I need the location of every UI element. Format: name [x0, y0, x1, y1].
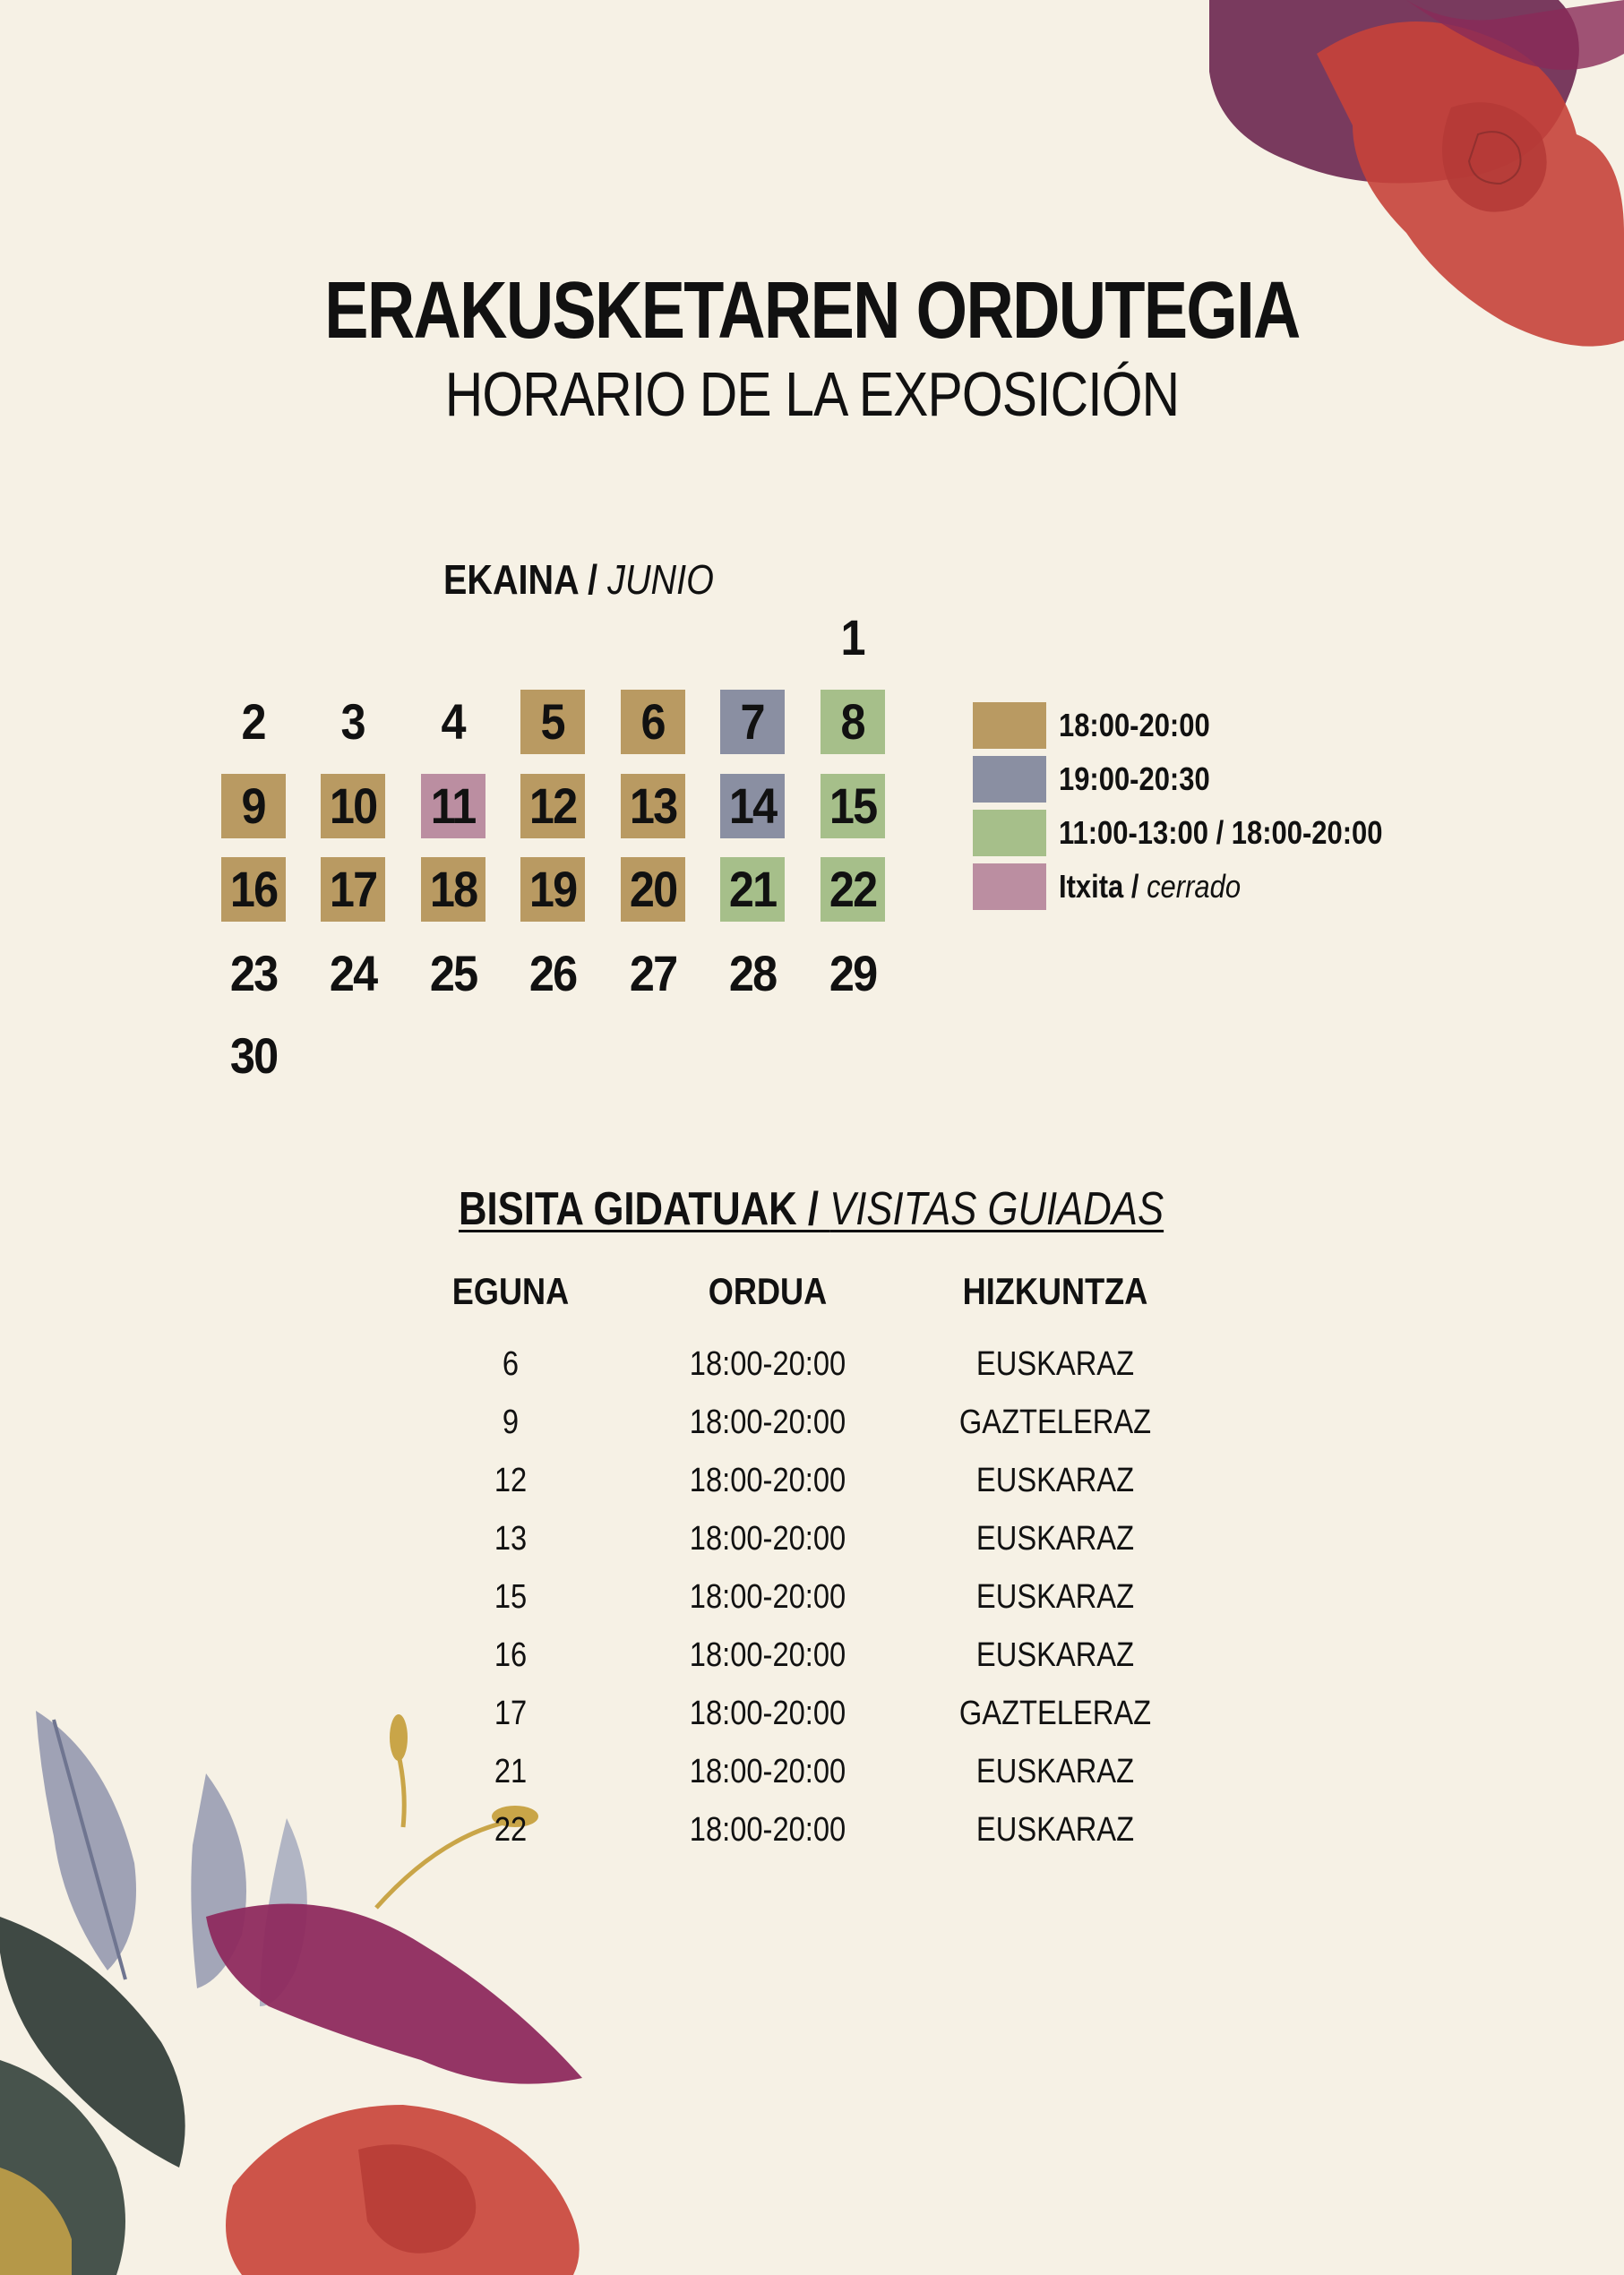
tour-time-cell: 18:00-20:00	[689, 1636, 846, 1674]
guided-tours-title-es: VISITAS GUIADAS	[829, 1183, 1164, 1235]
page-subtitle: HORARIO DE LA EXPOSICIÓN	[444, 359, 1180, 429]
calendar-day: 13	[621, 774, 685, 838]
header-language: HIZKUNTZA	[962, 1270, 1148, 1312]
tour-time-cell: 18:00-20:00	[689, 1462, 846, 1499]
calendar-month-label	[443, 555, 714, 604]
tour-language-cell: EUSKARAZ	[975, 1811, 1135, 1849]
tour-language-cell: EUSKARAZ	[975, 1345, 1135, 1383]
calendar-day: 21	[720, 857, 785, 922]
tour-language-cell: GAZTELERAZ	[958, 1404, 1152, 1441]
tour-day-cell: 17	[494, 1695, 528, 1732]
tour-language-cell: EUSKARAZ	[975, 1578, 1135, 1616]
guided-tours-title	[459, 1182, 1164, 1236]
page-title: ERAKUSKETAREN ORDUTEGIA	[324, 266, 1300, 356]
calendar-day: 6	[621, 690, 685, 754]
tour-time-cell: 18:00-20:00	[689, 1520, 846, 1558]
header-time: ORDUA	[708, 1270, 828, 1312]
calendar-day: 3	[340, 693, 365, 750]
tour-day-cell: 16	[494, 1636, 528, 1674]
month-label-eu: EKAINA /	[443, 556, 598, 603]
guided-tours-title-eu: BISITA GIDATUAK /	[459, 1183, 819, 1235]
calendar-day: 17	[321, 857, 385, 922]
tour-language-cell: EUSKARAZ	[975, 1520, 1135, 1558]
tour-day-cell: 9	[502, 1404, 520, 1441]
tour-language-cell: EUSKARAZ	[975, 1636, 1135, 1674]
header-day: EGUNA	[451, 1270, 570, 1312]
calendar-day: 24	[329, 945, 377, 1001]
legend-swatch	[973, 863, 1046, 910]
calendar-day: 23	[229, 945, 278, 1001]
legend-label: 19:00-20:30	[1059, 760, 1210, 797]
calendar-day: 29	[829, 945, 877, 1001]
calendar-day: 2	[241, 693, 266, 750]
calendar-day: 22	[821, 857, 885, 922]
legend-label: Itxita / cerrado	[1059, 868, 1242, 905]
tour-day-cell: 6	[502, 1345, 520, 1383]
month-label-es: JUNIO	[607, 556, 714, 603]
tour-time-cell: 18:00-20:00	[689, 1345, 846, 1383]
tour-language-cell: EUSKARAZ	[975, 1462, 1135, 1499]
calendar-day: 20	[621, 857, 685, 922]
tour-time-cell: 18:00-20:00	[689, 1695, 846, 1732]
legend-swatch	[973, 756, 1046, 803]
tour-time-cell: 18:00-20:00	[689, 1753, 846, 1790]
calendar-day: 18	[421, 857, 485, 922]
tour-day-cell: 21	[494, 1753, 528, 1790]
legend-swatch	[973, 810, 1046, 856]
calendar-day: 8	[821, 690, 885, 754]
calendar-day: 10	[321, 774, 385, 838]
calendar-day: 19	[520, 857, 585, 922]
tour-language-cell: EUSKARAZ	[975, 1753, 1135, 1790]
tour-day-cell: 13	[494, 1520, 528, 1558]
calendar-day: 26	[528, 945, 577, 1001]
calendar-day: 15	[821, 774, 885, 838]
tour-time-cell: 18:00-20:00	[689, 1404, 846, 1441]
tour-time-cell: 18:00-20:00	[689, 1578, 846, 1616]
calendar-day: 12	[520, 774, 585, 838]
tour-day-cell: 15	[494, 1578, 528, 1616]
calendar-day: 4	[441, 693, 466, 750]
calendar-day: 9	[221, 774, 286, 838]
calendar-day: 16	[221, 857, 286, 922]
legend-label: 11:00-13:00 / 18:00-20:00	[1059, 814, 1383, 851]
tour-day-cell: 22	[494, 1811, 528, 1849]
calendar-day: 30	[229, 1027, 278, 1084]
legend-label: 18:00-20:00	[1059, 707, 1210, 743]
tour-day-cell: 12	[494, 1462, 528, 1499]
tour-language-cell: GAZTELERAZ	[958, 1695, 1152, 1732]
calendar-day: 25	[429, 945, 477, 1001]
tour-time-cell: 18:00-20:00	[689, 1811, 846, 1849]
calendar-day: 28	[728, 945, 777, 1001]
calendar-day: 7	[720, 690, 785, 754]
calendar-day: 11	[421, 774, 485, 838]
calendar-day: 1	[840, 609, 865, 665]
calendar-day: 14	[720, 774, 785, 838]
legend-swatch	[973, 702, 1046, 749]
calendar-day: 5	[520, 690, 585, 754]
calendar-day: 27	[629, 945, 677, 1001]
